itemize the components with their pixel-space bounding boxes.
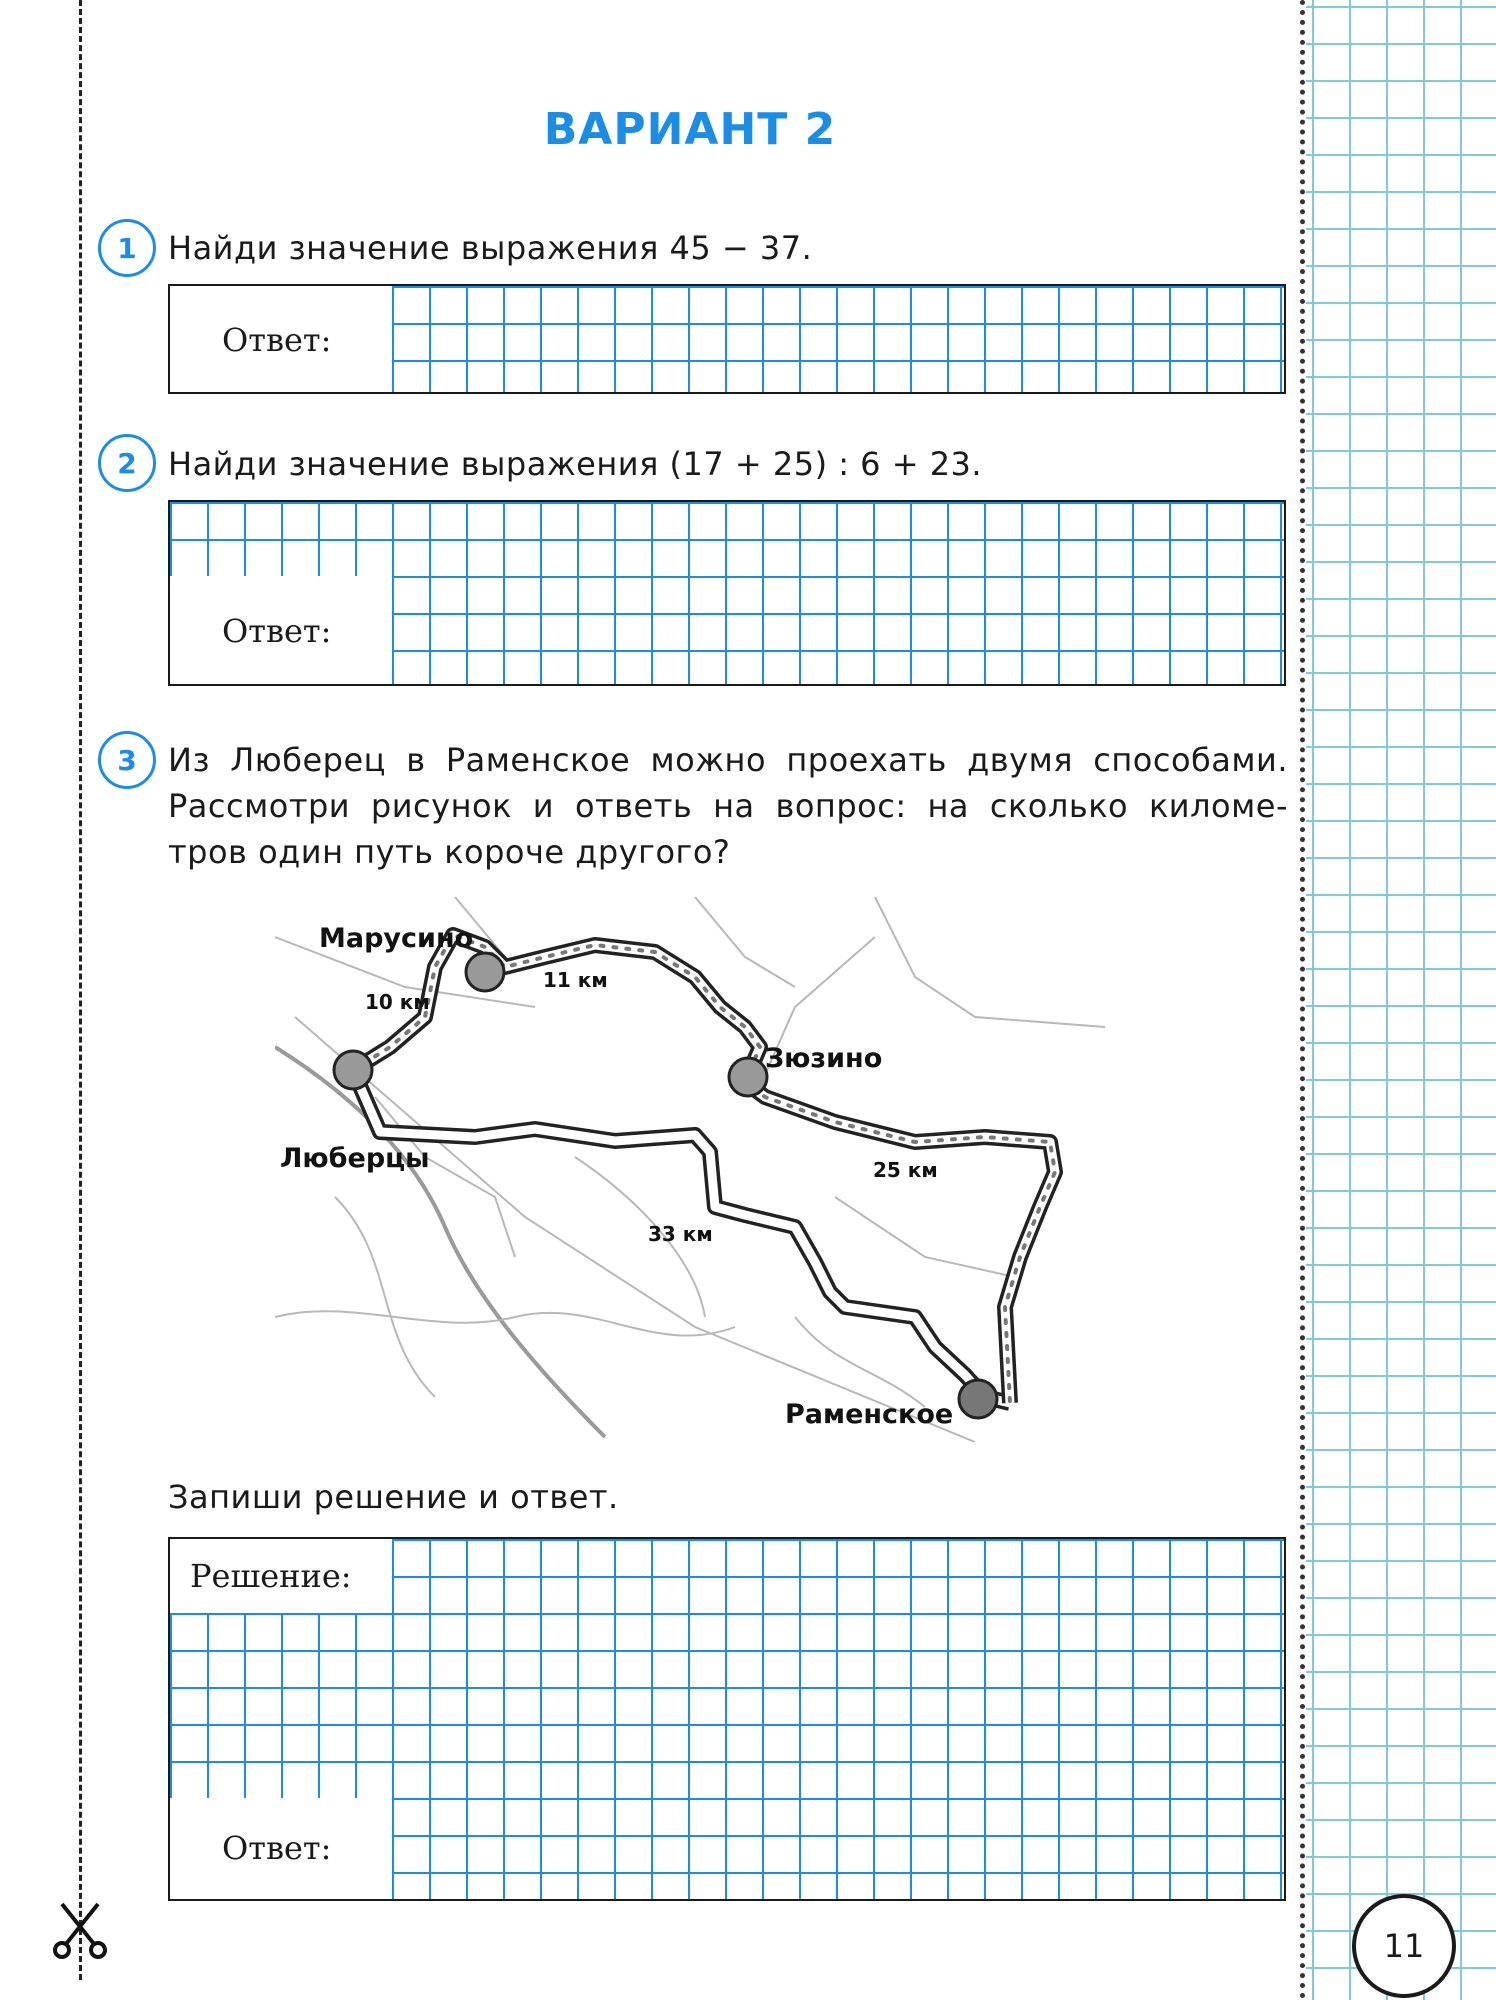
distance-marusino-zyuzino: 11 км [543, 968, 608, 992]
question-3-line-3: тров один путь короче другого? [168, 833, 731, 871]
question-number-2: 2 [98, 434, 156, 492]
instruction-3: Запиши решение и ответ. [168, 1478, 619, 1516]
solution-box-3[interactable] [168, 1537, 1286, 1901]
city-marker-zyuzino [729, 1058, 767, 1096]
city-marker-ramenskoe [959, 1380, 997, 1418]
distance-lyubertsy-marusino: 10 км [365, 990, 430, 1014]
question-text-1: Найди значение выражения 45 − 37. [168, 229, 813, 267]
distance-lyubertsy-ramenskoe: 33 км [648, 1222, 713, 1246]
question-3-line-1: Из Люберец в Раменское можно проехать двумя способами. [168, 741, 1288, 779]
question-number-3-digit: 3 [117, 743, 137, 777]
solution-label: Решение: [190, 1557, 352, 1595]
answer-label-2: Ответ: [222, 612, 332, 650]
work-box-2[interactable] [168, 500, 1286, 686]
question-text-3 [168, 737, 1288, 875]
city-marker-marusino [466, 953, 504, 991]
cut-line [79, 0, 82, 1980]
answer-label-1: Ответ: [222, 321, 332, 359]
label-lyubertsy: Люберцы [280, 1143, 430, 1174]
solution-grid[interactable] [170, 1613, 1284, 1798]
question-number-3 [98, 731, 156, 789]
answer-grid-1[interactable] [392, 286, 1284, 392]
answer-box-1[interactable] [168, 284, 1286, 394]
question-3-line-2: Рассмотри рисунок и ответь на вопрос: на сколько киломе- [168, 787, 1288, 825]
margin-grid [1306, 0, 1496, 2000]
scissors-icon [50, 1900, 110, 1960]
city-marker-lyubertsy [334, 1051, 372, 1089]
route-map [275, 897, 1105, 1442]
label-ramenskoe: Раменское [785, 1399, 954, 1430]
page-number: 11 [1352, 1894, 1456, 1998]
answer-label-3: Ответ: [222, 1829, 332, 1867]
label-zyuzino: Зюзино [765, 1043, 883, 1074]
answer-grid-2[interactable] [392, 576, 1284, 684]
label-marusino: Марусино [319, 923, 474, 954]
work-grid-2[interactable] [170, 502, 1284, 576]
question-number-1: 1 [98, 219, 156, 277]
dotted-margin-line [1300, 0, 1305, 2000]
question-text-2: Найди значение выражения (17 + 25) : 6 + 23. [168, 445, 983, 483]
distance-zyuzino-ramenskoe: 25 км [873, 1158, 938, 1182]
solution-grid-top[interactable] [392, 1539, 1284, 1613]
answer-grid-3[interactable] [392, 1798, 1284, 1899]
page-title: ВАРИАНТ 2 [543, 104, 837, 155]
